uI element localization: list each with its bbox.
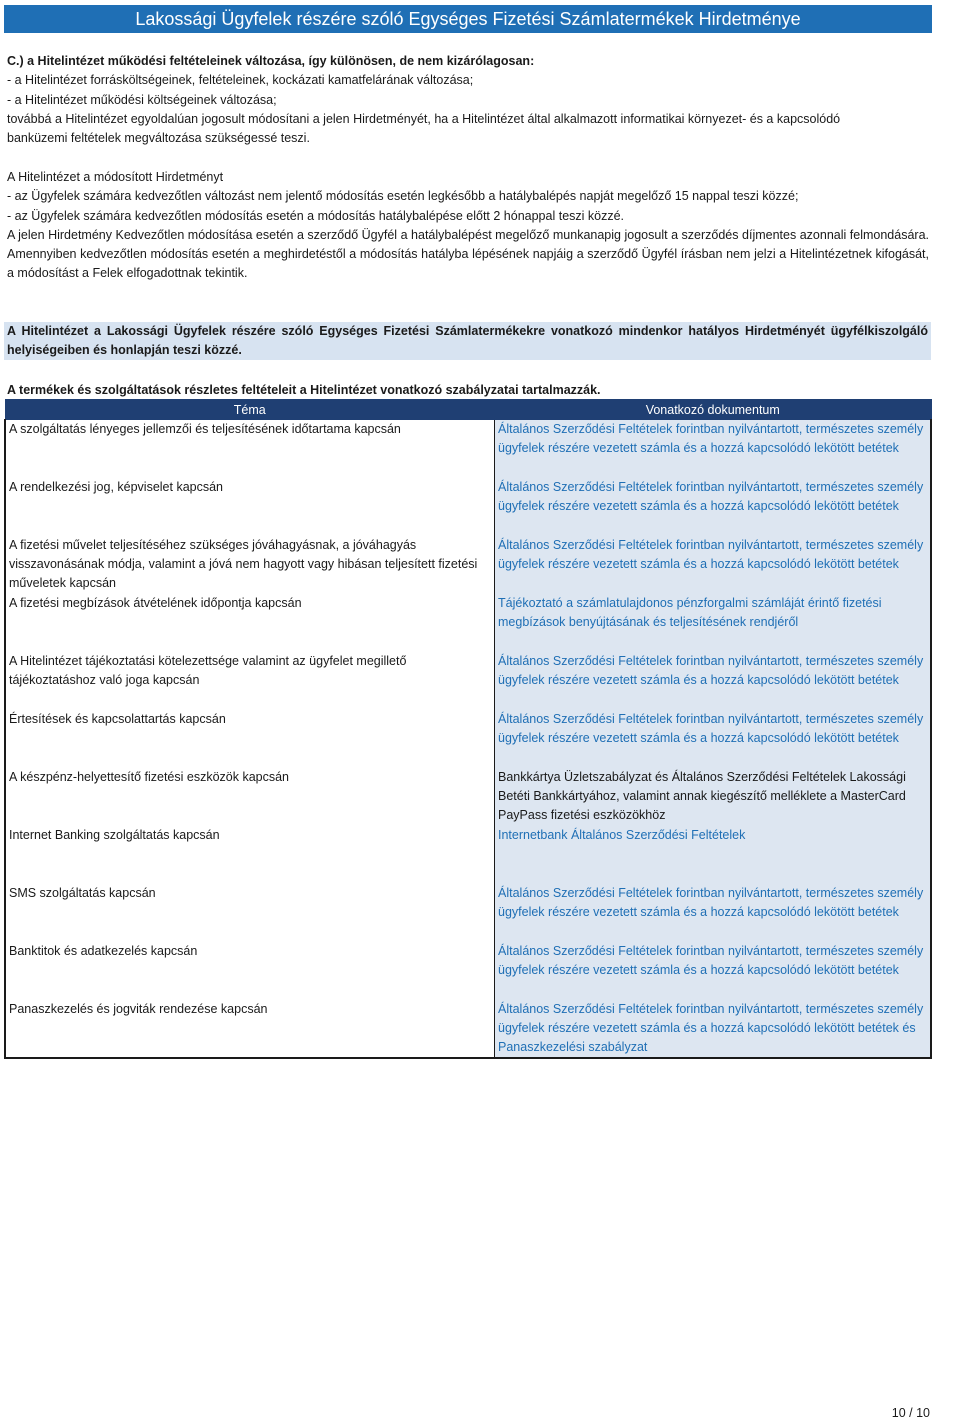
table-row — [5, 942, 931, 1000]
row-topic: A fizetési megbízások átvételének időpontja kapcsán — [5, 594, 495, 652]
section-modification — [7, 168, 929, 284]
table-row — [5, 536, 931, 594]
table-row — [5, 826, 931, 884]
modification-line: - az Ügyfelek számára kedvezőtlen módosítás esetén a módosítás hatálybalépése előtt 2 hónappal teszi közzé. — [7, 208, 625, 223]
row-document-link[interactable]: Tájékoztató a számlatulajdonos pénzforgalmi számláját érintő fizetési megbízások benyújtásának és teljesítésének rendjéről — [495, 594, 932, 652]
table-intro: A termékek és szolgáltatások részletes feltételeit a Hitelintézet vonatkozó szabályzatai tartalmazzák. — [7, 383, 601, 397]
row-topic: Értesítések és kapcsolattartás kapcsán — [5, 710, 495, 768]
row-topic: A szolgáltatás lényeges jellemzői és teljesítésének időtartama kapcsán — [5, 420, 495, 478]
section-c-line: - a Hitelintézet forrásköltségeinek, feltételeinek, kockázati kamatfelárának változása; — [7, 73, 474, 88]
row-document-link[interactable]: Általános Szerződési Feltételek forintban nyilvántartott, természetes személy ügyfelek részére vezetett számla és a hozzá kapcsolódó lekötött betétek — [495, 710, 932, 768]
modification-line: - az Ügyfelek számára kedvezőtlen változást nem jelentő módosítás esetén legkésőbb a hatálybalépés napját megelőző 15 nappal teszi közzé; — [7, 189, 799, 204]
table-row — [5, 594, 931, 652]
row-document-link[interactable]: Általános Szerződési Feltételek forintban nyilvántartott, természetes személy ügyfelek részére vezetett számla és a hozzá kapcsolódó lekötött betétek — [495, 478, 932, 536]
row-topic: Panaszkezelés és jogviták rendezése kapcsán — [5, 1000, 495, 1059]
row-topic: Banktitok és adatkezelés kapcsán — [5, 942, 495, 1000]
row-document-text: Bankkártya Üzletszabályzat és Általános Szerződési Feltételek Lakossági Betéti Bankkártyához, valamint annak kiegészítő melléklete a MasterCard PayPass fizetési eszközökhöz — [495, 768, 932, 826]
modification-line: A Hitelintézet a módosított Hirdetményt — [7, 170, 224, 184]
table-row — [5, 1000, 931, 1059]
row-document-link[interactable]: Általános Szerződési Feltételek forintban nyilvántartott, természetes személy ügyfelek részére vezetett számla és a hozzá kapcsolódó lekötött betétek — [495, 536, 932, 594]
table-row — [5, 710, 931, 768]
section-c-line: - a Hitelintézet működési költségeinek változása; — [7, 92, 277, 107]
row-topic: A Hitelintézet tájékoztatási kötelezettsége valamint az ügyfelet megillető tájékoztatáshoz való joga kapcsán — [5, 652, 495, 710]
header-document: Vonatkozó dokumentum — [495, 400, 932, 420]
publication-note: A Hitelintézet a Lakossági Ügyfelek részére szóló Egységes Fizetési Számlatermékekre vonatkozó mindenkor hatályos Hirdetményét ügyfélkiszolgáló helyiségeiben és honlapján teszi közzé. — [7, 324, 928, 358]
row-topic: A fizetési művelet teljesítéséhez szükséges jóváhagyásnak, a jóváhagyás visszavonásának módja, valamint a jóvá nem hagyott vagy hibásan teljesített fizetési műveletek kapcsán — [5, 536, 495, 594]
row-document-link[interactable]: Általános Szerződési Feltételek forintban nyilvántartott, természetes személy ügyfelek részére vezetett számla és a hozzá kapcsolódó lekötött betétek és Panaszkezelési szabályzat — [495, 1000, 932, 1059]
section-c-line: továbbá a Hitelintézet egyoldalúan jogosult módosítani a jelen Hirdetményét, ha a Hitelintézet által alkalmazott informatikai környezet- és a kapcsolódó — [7, 111, 841, 126]
table-row — [5, 420, 931, 478]
publication-note-box — [4, 322, 931, 360]
page-title: Lakossági Ügyfelek részére szóló Egységes Fizetési Számlatermékek Hirdetménye — [4, 5, 932, 33]
table-row — [5, 884, 931, 942]
row-document-link[interactable]: Általános Szerződési Feltételek forintban nyilvántartott, természetes személy ügyfelek részére vezetett számla és a hozzá kapcsolódó lekötött betétek — [495, 652, 932, 710]
section-c-line: banküzemi feltételek megváltozása szükségessé teszi. — [7, 131, 310, 146]
table-row — [5, 652, 931, 710]
table-row — [5, 478, 931, 536]
row-document-link[interactable]: Általános Szerződési Feltételek forintban nyilvántartott, természetes személy ügyfelek részére vezetett számla és a hozzá kapcsolódó lekötött betétek — [495, 942, 932, 1000]
header-topic: Téma — [5, 400, 495, 420]
row-topic: Internet Banking szolgáltatás kapcsán — [5, 826, 495, 884]
table-row — [5, 768, 931, 826]
documents-table — [4, 399, 932, 1059]
row-document-link[interactable]: Internetbank Általános Szerződési Feltételek — [495, 826, 932, 884]
row-topic: SMS szolgáltatás kapcsán — [5, 884, 495, 942]
section-c-heading: C.) a Hitelintézet működési feltételeinek változása, így különösen, de nem kizárólagosan: — [7, 54, 535, 68]
table-header-row — [5, 400, 931, 420]
modification-paragraph: A jelen Hirdetmény Kedvezőtlen módosítása esetén a szerződő Ügyfél a hatálybalépést megelőző munkanapig jogosult a szerződés díjmentes azonnali felmondására. Amennyiben kedvezőtlen módosítás esetén a meghirdetéstől a módosítás hatályba lépésének napjáig a szerződő Ügyfél írásban nem jelzi a Hitelintézetnek kifogását, a módosítást a Felek elfogadottnak tekintik. — [7, 227, 929, 281]
row-document-link[interactable]: Általános Szerződési Feltételek forintban nyilvántartott, természetes személy ügyfelek részére vezetett számla és a hozzá kapcsolódó lekötött betétek — [495, 420, 932, 478]
page-number: 10 / 10 — [891, 1406, 930, 1420]
row-topic: A készpénz-helyettesítő fizetési eszközök kapcsán — [5, 768, 495, 826]
section-c — [7, 52, 929, 148]
row-document-link[interactable]: Általános Szerződési Feltételek forintban nyilvántartott, természetes személy ügyfelek részére vezetett számla és a hozzá kapcsolódó lekötött betétek — [495, 884, 932, 942]
row-topic: A rendelkezési jog, képviselet kapcsán — [5, 478, 495, 536]
